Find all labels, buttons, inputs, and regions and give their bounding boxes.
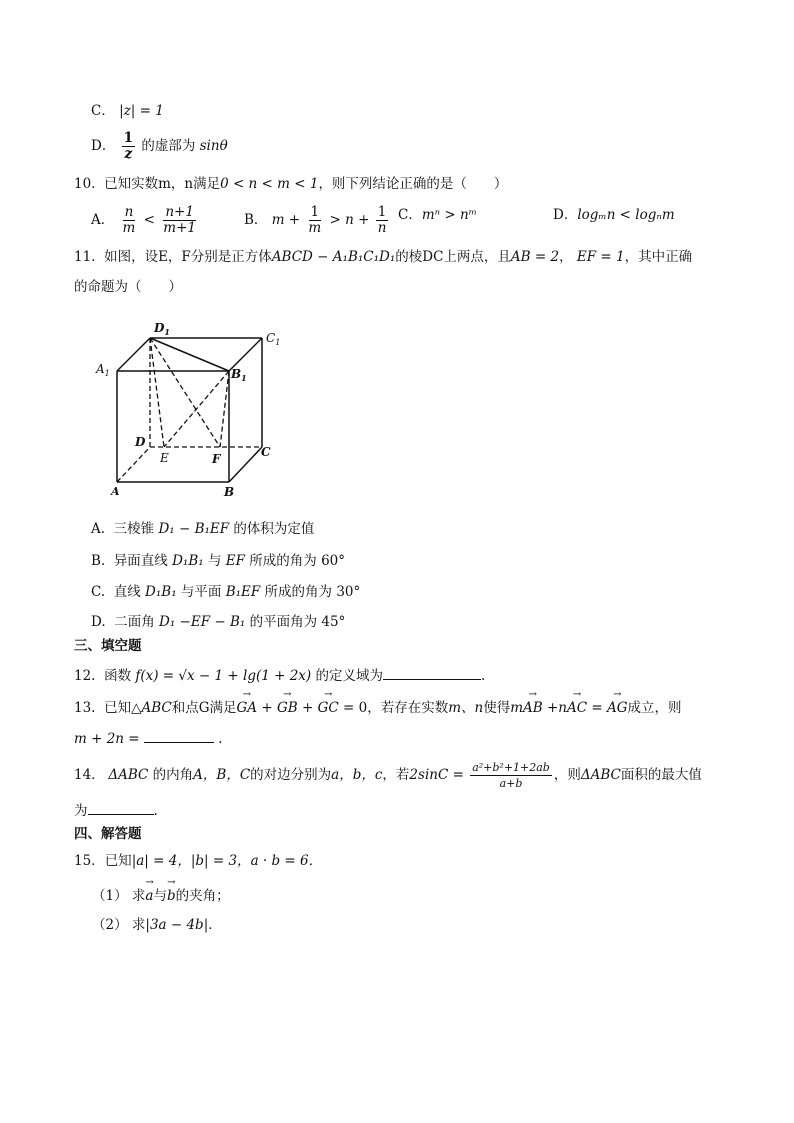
edge-a-d (117, 447, 150, 482)
segment-d1-f (150, 338, 220, 447)
label-a1: $A_1$ (96, 362, 110, 378)
q10-stem: 10. 已知实数m，n满足0 < n < m < 1，则下列结论正确的是（ ） (74, 176, 508, 192)
q11-option-b: B. 异面直线 D₁B₁ 与 EF 所成的角为 60° (91, 553, 346, 569)
q12-answer-blank[interactable] (383, 665, 481, 680)
q9-option-d: D． $\frac{1}{z}$ 的虚部为 sinθ (91, 130, 228, 162)
q9-option-c-math: |z| = 1 (119, 103, 164, 119)
section-answer-heading: 四、解答题 (74, 826, 142, 842)
edge-a1-d1 (117, 338, 150, 371)
q9-option-d-fraction: $\frac{1}{z}$ (123, 130, 134, 162)
label-c1: $C_1$ (266, 331, 281, 347)
q9-option-c: C． |z| = 1 (91, 103, 164, 119)
q15-stem: 15．已知|a| = 4，|b| = 3，a · b = 6． (74, 853, 323, 869)
label-d1: $D_1$ (154, 321, 170, 337)
q11-option-c: C. 直线 D₁B₁ 与平面 B₁EF 所成的角为 30° (91, 584, 361, 600)
segment-b1-f (220, 371, 229, 447)
label-b1: $B_1$ (231, 367, 247, 383)
edge-b-c (229, 447, 262, 482)
q15-part2: （2） 求|3a − 4b|． (92, 917, 222, 933)
q11-option-a: A. 三棱锥 D₁ − B₁EF 的体积为定值 (91, 521, 315, 537)
segment-b1-e (164, 371, 229, 447)
label-e: E (160, 451, 169, 465)
q14-answer-blank[interactable] (88, 800, 154, 815)
q11-option-d: D. 二面角 D₁ −EF − B₁ 的平面角为 45° (91, 614, 346, 630)
label-d: D (135, 435, 146, 449)
q10-option-a: A． $\frac{n}{m}$ < $\frac{n+1}{m+1}$ (91, 204, 196, 236)
q11-stem-line2: 的命题为（ ） (74, 279, 182, 295)
q10-option-b: B． m + $\frac{1}{m}$ > n + $\frac{1}{n}$ (244, 204, 387, 236)
segment-d1-e (150, 338, 164, 447)
section-fill-in-heading: 三、填空题 (74, 638, 142, 654)
label-f: F (212, 452, 221, 466)
q10-option-d: D．logₘn < logₙm (553, 207, 675, 223)
q14-line2: 为 . (74, 800, 158, 821)
q14-stem: 14. ΔABC 的内角A，B，C的对边分别为a，b，c，若2sinC = $\frac{\text{a²+b²+1+2ab}}{a+b}$ ，则ΔABC面积的最大值 (74, 761, 702, 790)
q13-stem: 13. 已知△ABC和点G满足→ GA + → GB + → GC = 0，若存在实数m、n使得m→ AB +n→ AC = → AG成立，则 (74, 698, 682, 718)
q15-part1: （1） 求→ a与→ b的夹角； (92, 886, 230, 906)
q13-answer-blank[interactable] (144, 728, 214, 743)
label-a: A (111, 485, 120, 498)
cube-figure (90, 318, 300, 503)
q12-stem: 12. 函数 f(x) = √x − 1 + lg(1 + 2x) 的定义域为 . (74, 665, 485, 686)
label-b: B (224, 485, 235, 499)
q11-stem: 11. 如图，设E，F分别是正方体ABCD − A₁B₁C₁D₁的棱DC上两点，且AB = 2， EF = 1，其中正确 (74, 249, 693, 265)
label-c: C (261, 445, 271, 459)
q10-option-c: C．mⁿ > nᵐ (398, 207, 477, 223)
segment-d1-b1 (150, 338, 229, 371)
q13-line2: m + 2n = . (74, 728, 222, 749)
